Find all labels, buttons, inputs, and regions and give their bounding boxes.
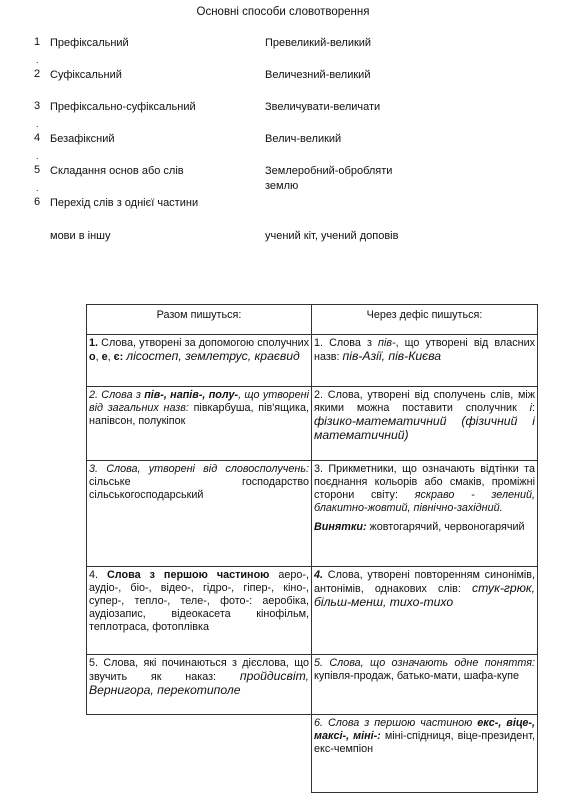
way-bullet-dot: . bbox=[36, 119, 39, 129]
way-number: 1 bbox=[34, 36, 41, 48]
way-name: Префіксальний bbox=[50, 37, 129, 49]
table-row bbox=[87, 335, 538, 387]
rule-hyphen-6: 6. Слова з першою частиною екс-, віце-, максі-, міні-: міні-спідниця, віце-президент, екс-чемпіон bbox=[312, 715, 538, 793]
table-row bbox=[87, 461, 538, 567]
rule-hyphen-5: 5. Слова, що означають одне поняття: купівля-продаж, батько-мати, шафа-купе bbox=[312, 655, 538, 715]
way-example: Превеликий-великий bbox=[265, 37, 372, 49]
rule-hyphen-3: 3. Прикметники, що означають відтінки та поєднання кольорів або смаків, проміжні сторони світу: яскраво - зелений, блакитно-жовтий, північно-західний. Винятки: жовтогарячий, червоногарячий bbox=[312, 461, 538, 567]
way-bullet-dot: . bbox=[36, 183, 39, 193]
rule-together-6-empty bbox=[87, 715, 312, 793]
header-hyphen: Через дефіс пишуться: bbox=[312, 305, 538, 335]
rule-together-5: 5. Слова, які починаються з дієслова, що звучить як наказ: пройдисвіт, Вернигора, перекотиполе bbox=[87, 655, 312, 715]
way-number: 4 bbox=[34, 132, 41, 144]
way-example: Звеличувати-величати bbox=[265, 101, 381, 113]
way-number: 3 bbox=[34, 100, 41, 112]
way-bullet-dot: . bbox=[36, 151, 39, 161]
rule-together-1: 1. Слова, утворені за допомогою сполучних о, е, є: лісостеп, землетрус, краєвид bbox=[87, 335, 312, 387]
rule-hyphen-1: 1. Слова з пів-, що утворені від власних назв: пів-Азії, пів-Києва bbox=[312, 335, 538, 387]
way-example: Величезний-великий bbox=[265, 69, 371, 81]
rule-hyphen-2: 2. Слова, утворені від сполучень слів, між якими можна поставити сполучник і: фізико-математичний (фізичний і математичний) bbox=[312, 387, 538, 461]
rule-together-2: 2. Слова з пів-, напів-, полу-, що утворені від загальних назв: півкарбуша, пів'ящика, напівсон, полукіпок bbox=[87, 387, 312, 461]
table-row bbox=[87, 715, 538, 793]
way-name: Суфіксальний bbox=[50, 69, 122, 81]
way-example: Землеробний-обробляти землю bbox=[265, 165, 393, 192]
header-together: Разом пишуться: bbox=[87, 305, 312, 335]
way-number: 2 bbox=[34, 68, 41, 80]
table-row bbox=[87, 655, 538, 715]
rule-together-3: 3. Слова, утворені від словосполучень: сільське господарство сільськогосподарський bbox=[87, 461, 312, 567]
table-header-row bbox=[87, 305, 538, 335]
table-row bbox=[87, 387, 538, 461]
way-number: 5 bbox=[34, 164, 41, 176]
spelling-rules-table bbox=[86, 304, 538, 793]
way-name: мови в іншу bbox=[50, 230, 111, 242]
way-name: Перехід слів з однієї частини bbox=[50, 197, 199, 209]
table-row bbox=[87, 567, 538, 655]
way-name: Безафіксний bbox=[50, 133, 115, 145]
page-title: Основні способи словотворення bbox=[196, 6, 370, 18]
rule-hyphen-4: 4. Слова, утворені повторенням синонімів, антонімів, однакових слів: стук-грюк, більш-менш, тихо-тихо bbox=[312, 567, 538, 655]
way-example: Велич-великий bbox=[265, 133, 342, 145]
way-bullet-dot: . bbox=[36, 55, 39, 65]
way-name: Префіксально-суфіксальний bbox=[50, 101, 196, 113]
rule-together-4: 4. Слова з першою частиною аеро-, аудіо-, біо-, відео-, гідро-, гіпер-, кіно-, супер-, тепло-, теле-, фото-: аеробіка, аудіозапис, відеокасета кінофільм, теплотраса, фотоплівка bbox=[87, 567, 312, 655]
way-example: учений кіт, учений доповів bbox=[265, 230, 399, 242]
way-name: Складання основ або слів bbox=[50, 165, 184, 177]
way-number: 6 bbox=[34, 196, 41, 208]
